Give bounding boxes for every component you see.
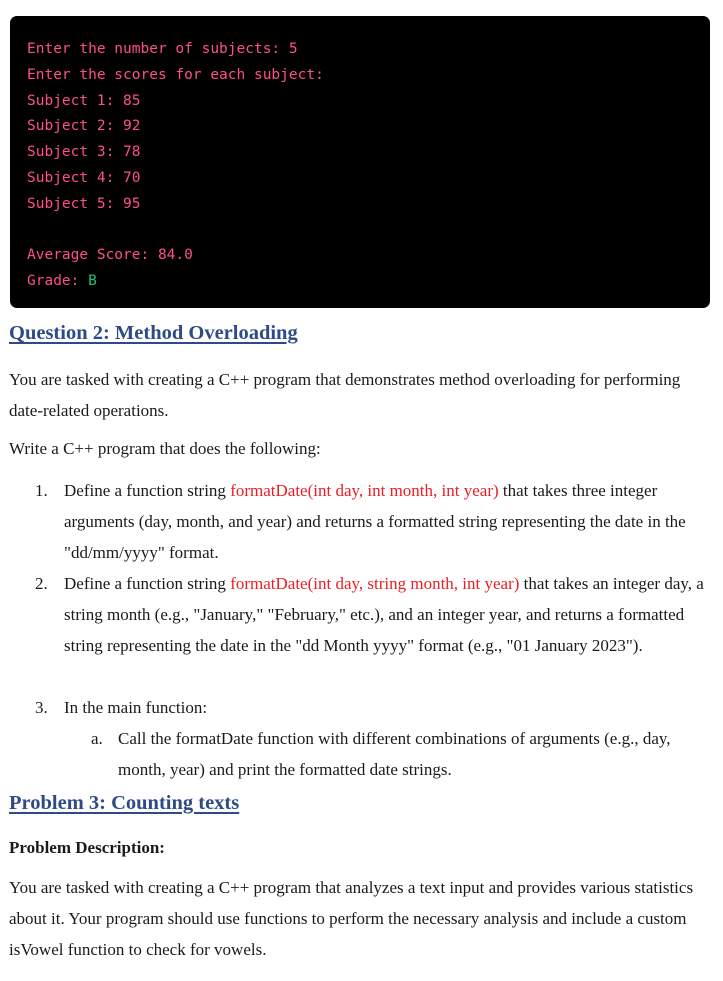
list-item-2 [64, 568, 704, 661]
console-line: Enter the scores for each subject: [27, 66, 324, 83]
grade-value: B [88, 273, 97, 290]
console-grade [27, 269, 710, 295]
question-2-heading[interactable]: Question 2: Method Overloading [9, 322, 298, 344]
item-text: that takes an integer day, a string month (e.g., "January," "February," etc.), and an integer year, and returns a formatted string representing the date in the "dd Month yyyy" format (e.g., "01 January 2023"). [64, 574, 704, 655]
problem-description-label: Problem Description: [9, 838, 165, 857]
question-2-intro: You are tasked with creating a C++ program that demonstrates method overloading for performing date-related operations. [9, 370, 681, 420]
item-text: Define a function string [64, 574, 231, 593]
list-number: 2. [35, 574, 48, 593]
problem-3-heading[interactable]: Problem 3: Counting texts [9, 792, 240, 814]
sub-list-letter: a. [91, 729, 103, 748]
grade-label: Grade: [27, 273, 89, 290]
console-average: Average Score: 84.0 [27, 247, 193, 264]
console-line: Subject 3: 78 [27, 144, 141, 161]
list-number: 3. [35, 698, 48, 717]
list-item-3: In the main function: [64, 698, 208, 717]
function-signature: formatDate(int day, int month, int year) [230, 481, 499, 500]
function-signature: formatDate(int day, string month, int year) [230, 574, 520, 593]
question-2-instruction: Write a C++ program that does the following: [9, 439, 321, 458]
console-blank-line [27, 218, 710, 244]
console-line: Enter the number of subjects: 5 [27, 41, 298, 57]
console-line: Subject 5: 95 [27, 195, 141, 212]
problem-3-description: You are tasked with creating a C++ program that analyzes a text input and provides various statistics about it. Your program should use functions to perform the necessary analysis and include a custom isVowel function to check for vowels. [9, 878, 694, 959]
list-item-1 [64, 475, 704, 568]
sub-list-item-a: Call the formatDate function with different combinations of arguments (e.g., day, month, year) and print the formatted date strings. [118, 729, 671, 779]
console-line: Subject 1: 85 [27, 92, 141, 109]
console-output [10, 16, 710, 308]
item-text: Define a function string [64, 481, 231, 500]
list-number: 1. [35, 481, 48, 500]
console-line: Subject 2: 92 [27, 118, 141, 135]
console-line: Subject 4: 70 [27, 169, 141, 186]
item-text: that takes three integer arguments (day, month, and year) and returns a formatted string representing the date in the "dd/mm/yyyy" format. [64, 481, 686, 562]
